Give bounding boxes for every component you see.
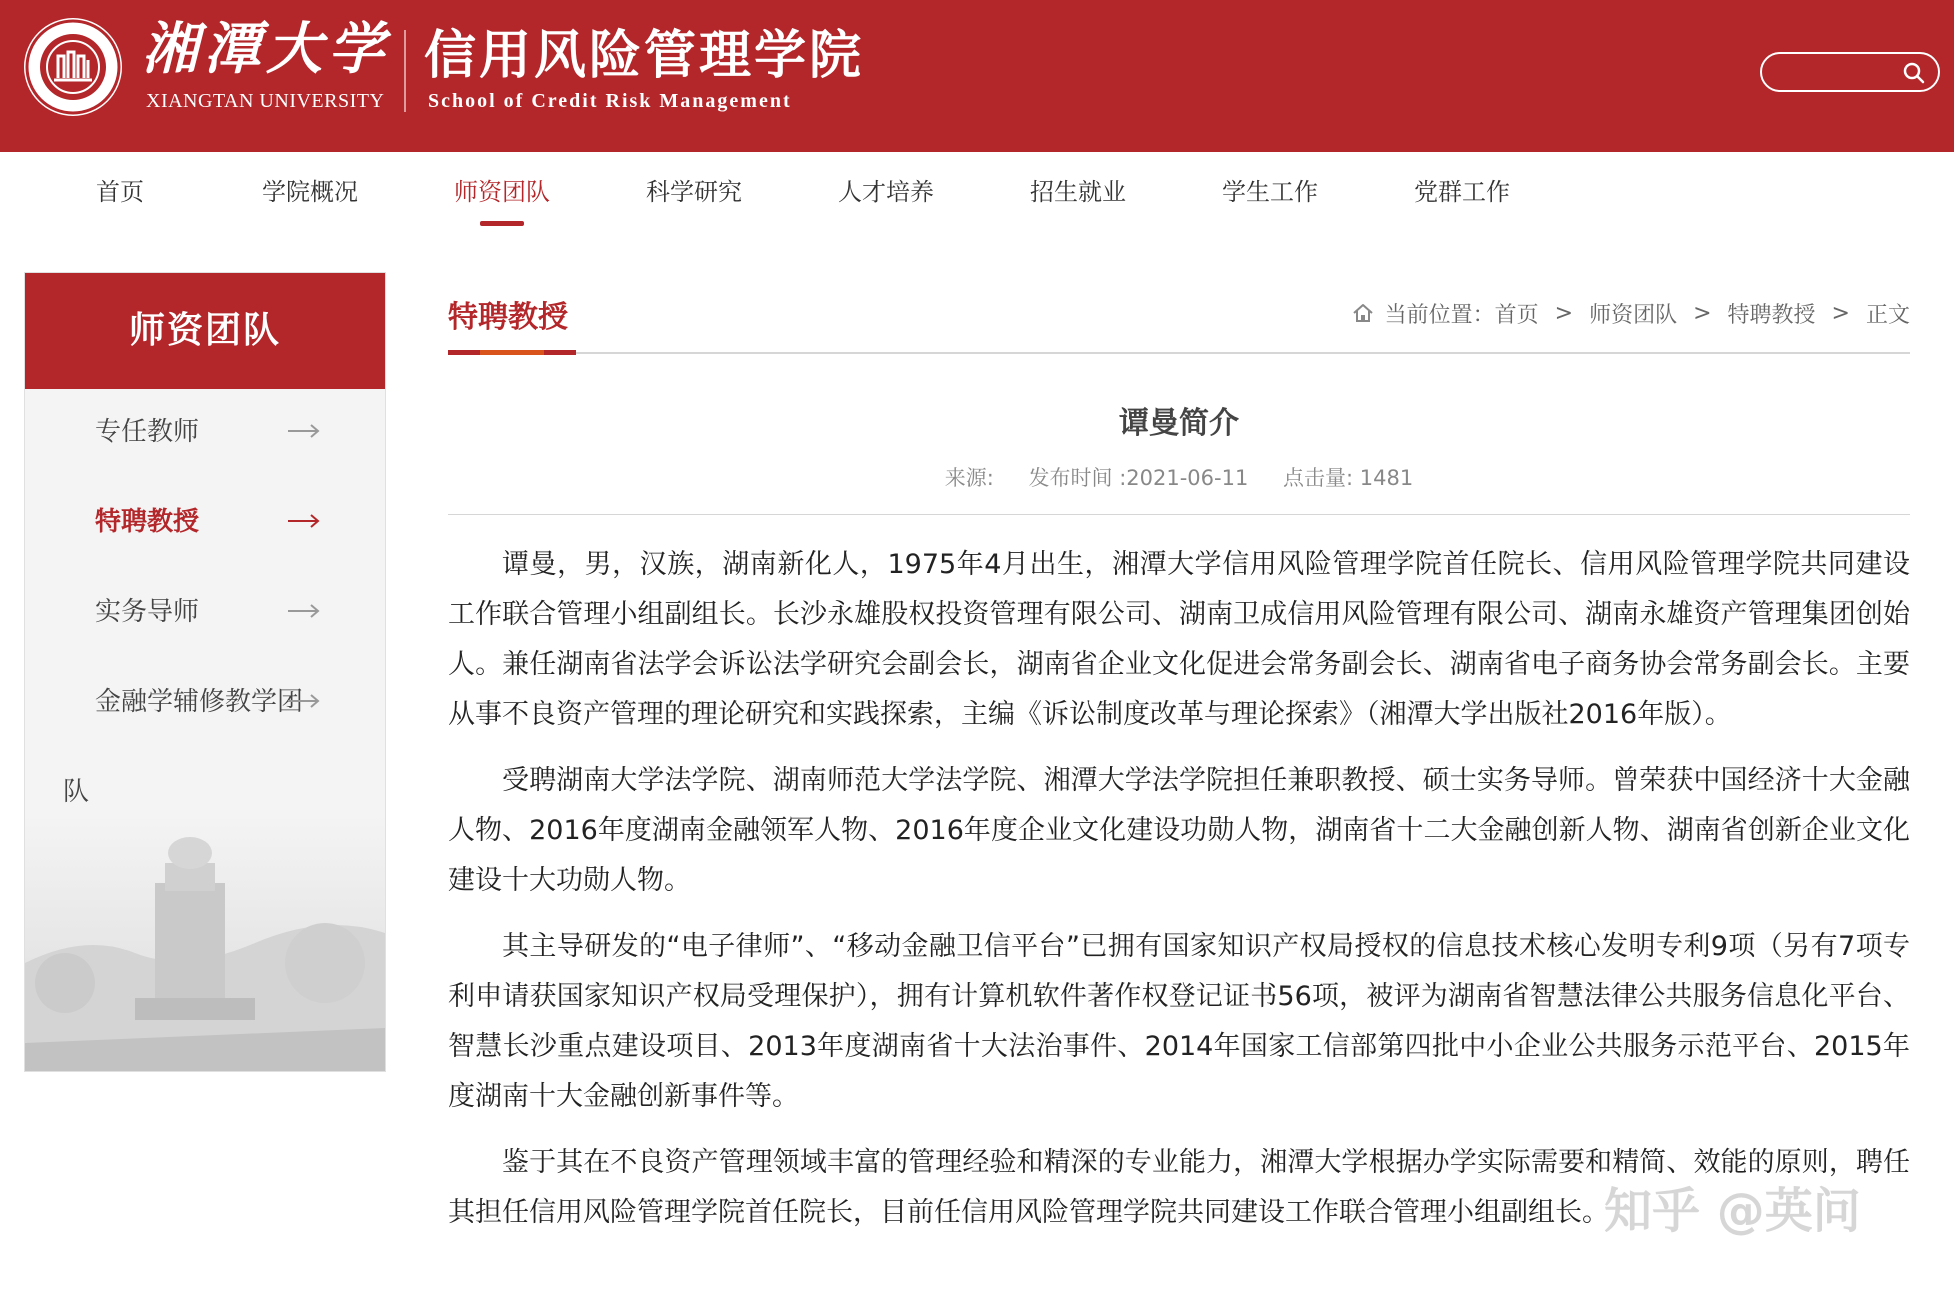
article-paragraph: 其主导研发的“电子律师”、“移动金融卫信平台”已拥有国家知识产权局授权的信息技术核心发明专利9项（另有7项专利申请获国家知识产权局受理保护），拥有计算机软件著作权登记证书56项，被评为湖南省智慧法律公共服务信息化平台、智慧长沙重点建设项目、2013年度湖南省十大法治事件、2014年国家工信部第四批中小企业公共服务示范平台、2015年度湖南十大金融创新事件等。 <box>448 931 1910 1112</box>
arrow-right-icon <box>287 513 321 529</box>
breadcrumb-separator: > <box>1693 300 1712 326</box>
nav-item-research[interactable]: 科学研究 <box>646 178 742 206</box>
article-views-count: 1481 <box>1359 466 1414 490</box>
sidebar-item-label: 特聘教授 <box>95 507 200 537</box>
sidebar-item-finance-minor-team[interactable] <box>25 659 385 747</box>
section-title-accent-highlight <box>480 350 544 355</box>
article-paragraph: 受聘湖南大学法学院、湖南师范大学法学院、湘潭大学法学院担任兼职教授、硕士实务导师。曾荣获中国经济十大金融人物、2016年度湖南金融领军人物、2016年度企业文化建设功勋人物，湖南省十二大金融创新人物、湖南省创新企业文化建设十大功勋人物。 <box>448 765 1910 896</box>
arrow-right-icon <box>287 423 321 439</box>
article-publish-date: 发布时间 :2021-06-11 <box>1028 466 1249 490</box>
breadcrumb-current: 正文 <box>1865 302 1910 328</box>
arrow-right-icon <box>287 603 321 619</box>
sidebar-item-label: 金融学辅修教学团 <box>95 687 304 717</box>
sidebar-item-label: 实务导师 <box>95 597 200 627</box>
breadcrumb-distinguished-professors[interactable]: 特聘教授 <box>1727 302 1816 328</box>
nav-item-admission[interactable]: 招生就业 <box>1030 178 1126 206</box>
sidebar-campus-photo <box>25 813 385 1071</box>
nav-item-home[interactable]: 首页 <box>96 178 144 206</box>
header-divider <box>404 30 406 112</box>
section-title: 特聘教授 <box>448 300 568 335</box>
university-name-cn: 湘潭大学 <box>142 16 390 82</box>
main-nav <box>0 152 1954 232</box>
sidebar-title: 师资团队 <box>25 273 385 389</box>
nav-item-student[interactable]: 学生工作 <box>1222 178 1318 206</box>
nav-item-about[interactable]: 学院概况 <box>262 178 358 206</box>
watermark: 知乎 @英问 <box>1604 1183 1861 1239</box>
sidebar-item-fulltime-teachers[interactable] <box>25 389 385 477</box>
university-name-en: XIANGTAN UNIVERSITY <box>146 90 385 112</box>
university-seal-logo[interactable] <box>24 18 122 116</box>
site-header <box>0 0 1954 152</box>
sidebar-item-distinguished-professors[interactable] <box>25 479 385 567</box>
breadcrumb <box>1351 296 1910 330</box>
article-paragraph: 谭曼，男，汉族，湖南新化人，1975年4月出生，湘潭大学信用风险管理学院首任院长、信用风险管理学院共同建设工作联合管理小组副组长。长沙永雄股权投资管理有限公司、湖南卫成信用风险管理有限公司、湖南永雄资产管理集团创始人。兼任湖南省法学会诉讼法学研究会副会长，湖南省企业文化促进会常务副会长、湖南省电子商务协会常务副会长。主要从事不良资产管理的理论研究和实践探索，主编《诉讼制度改革与理论探索》（湘潭大学出版社2016年版）。 <box>448 549 1910 730</box>
search-box <box>1760 52 1940 92</box>
nav-item-party[interactable]: 党群工作 <box>1414 178 1510 206</box>
sidebar-item-label: 专任教师 <box>95 417 200 447</box>
breadcrumb-prefix: 当前位置： <box>1384 302 1495 328</box>
seal-icon <box>24 18 122 116</box>
article-meta <box>448 462 1910 492</box>
sidebar-item-label-wrap[interactable]: 队 <box>63 777 90 807</box>
nav-item-faculty[interactable]: 师资团队 <box>454 178 550 206</box>
article-title: 谭曼简介 <box>1119 406 1239 441</box>
nav-active-underline <box>480 221 524 226</box>
article-source: 来源: <box>944 466 994 490</box>
section-divider <box>448 352 1910 354</box>
sidebar-item-practice-mentors[interactable] <box>25 569 385 657</box>
home-icon <box>1351 301 1375 325</box>
article-body <box>448 540 1910 1254</box>
breadcrumb-faculty[interactable]: 师资团队 <box>1589 302 1678 328</box>
school-name-en: School of Credit Risk Management <box>428 90 792 112</box>
arrow-right-icon <box>287 693 321 709</box>
school-name-cn: 信用风险管理学院 <box>424 26 865 86</box>
nav-item-education[interactable]: 人才培养 <box>838 178 934 206</box>
search-icon[interactable] <box>1902 61 1926 85</box>
article-paragraph: 鉴于其在不良资产管理领域丰富的管理经验和精深的专业能力，湘潭大学根据办学实际需要和精简、效能的原则，聘任其担任信用风险管理学院首任院长，目前任信用风险管理学院共同建设工作联合管理小组副组长。 <box>448 1147 1910 1228</box>
search-input[interactable] <box>1776 58 1900 88</box>
breadcrumb-separator: > <box>1831 300 1850 326</box>
meta-divider <box>448 514 1910 515</box>
article-views-label: 点击量: <box>1283 466 1354 490</box>
breadcrumb-home[interactable]: 首页 <box>1494 302 1539 328</box>
article-views <box>1283 466 1413 490</box>
sidebar <box>24 272 386 1072</box>
breadcrumb-separator: > <box>1554 300 1574 326</box>
